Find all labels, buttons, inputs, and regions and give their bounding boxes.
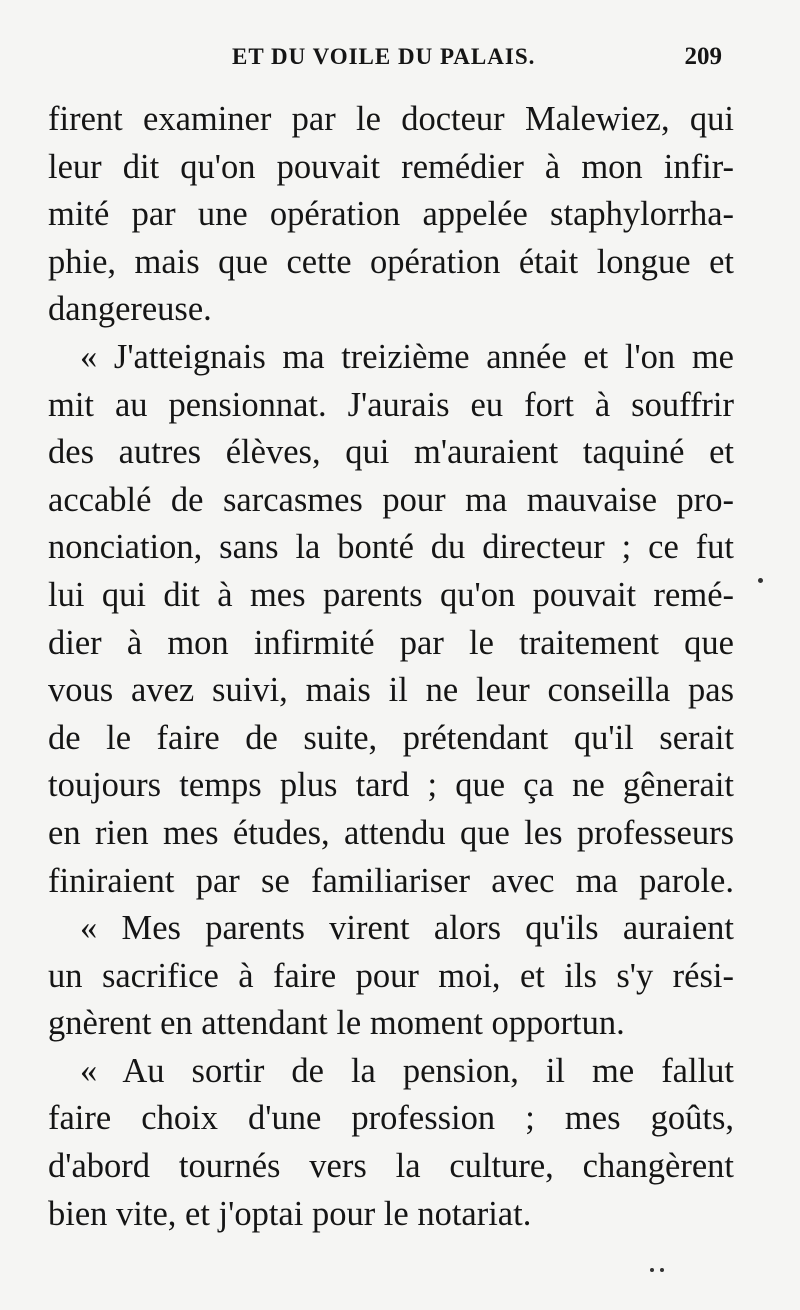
text-line: un sacrifice à faire pour moi, et ils s'y rési- bbox=[48, 956, 734, 995]
print-speck bbox=[660, 1268, 664, 1272]
text-line: toujours temps plus tard ; que ça ne gênerait bbox=[48, 766, 734, 805]
text-line: mité par une opération appelée staphylorrha- bbox=[48, 195, 734, 234]
running-title: ET DU VOILE DU PALAIS. bbox=[232, 44, 536, 69]
text-line: phie, mais que cette opération était longue et bbox=[48, 242, 734, 281]
body-text bbox=[48, 96, 734, 1238]
text-line: bien vite, et j'optai pour le notariat. bbox=[48, 1194, 532, 1233]
text-line: « Mes parents virent alors qu'ils auraient bbox=[80, 909, 734, 948]
text-line: firent examiner par le docteur Malewiez, qui bbox=[48, 100, 734, 138]
text-line: dier à mon infirmité par le traitement que bbox=[48, 623, 734, 662]
text-line: mit au pensionnat. J'aurais eu fort à souffrir bbox=[48, 385, 734, 424]
text-line: faire choix d'une profession ; mes goûts, bbox=[48, 1099, 734, 1138]
text-line: leur dit qu'on pouvait remédier à mon infir- bbox=[48, 147, 734, 186]
text-line: vous avez suivi, mais il ne leur conseilla pas bbox=[48, 671, 734, 710]
text-line: des autres élèves, qui m'auraient taquiné et bbox=[48, 433, 734, 472]
text-line: accablé de sarcasmes pour ma mauvaise pro- bbox=[48, 480, 734, 519]
text-line: « J'atteignais ma treizième année et l'on me bbox=[80, 337, 734, 376]
print-speck bbox=[650, 1268, 654, 1272]
text-line: lui qui dit à mes parents qu'on pouvait remé- bbox=[48, 575, 734, 614]
text-line: nonciation, sans la bonté du directeur ; ce fut bbox=[48, 528, 734, 567]
text-line: d'abord tournés vers la culture, changèrent bbox=[48, 1147, 734, 1186]
text-line: « Au sortir de la pension, il me fallut bbox=[80, 1051, 734, 1090]
text-line: finiraient par se familiariser avec ma parole. bbox=[48, 861, 734, 900]
text-line: en rien mes études, attendu que les professeurs bbox=[48, 813, 734, 852]
page-number: 209 bbox=[684, 43, 722, 70]
print-speck bbox=[758, 578, 763, 583]
text-line: de le faire de suite, prétendant qu'il serait bbox=[48, 718, 734, 757]
text-line: gnèrent en attendant le moment opportun. bbox=[48, 1004, 625, 1043]
text-line: dangereuse. bbox=[48, 290, 212, 329]
